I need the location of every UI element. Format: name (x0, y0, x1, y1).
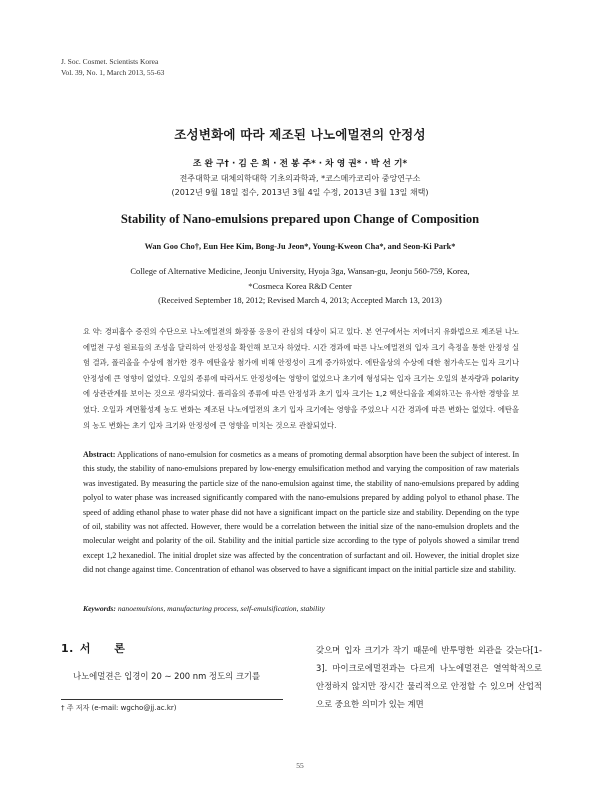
authors-english: Wan Goo Cho†, Eun Hee Kim, Bong-Ju Jeon*, Young-Kweon Cha*, and Seon-Ki Park* (144, 242, 456, 251)
footnote-divider (61, 699, 283, 700)
page-number: 55 (296, 761, 304, 770)
abstract-english-label: Abstract: (83, 450, 116, 459)
title-korean: 조성변화에 따라 제조된 나노에멀젼의 안정성 (174, 127, 426, 142)
keywords (83, 604, 519, 613)
title-english: Stability of Nano-emulsions prepared upon Change of Composition (120, 212, 480, 226)
affiliation-korean-line: 전주대학교 대체의학대학 기초의과학과, *코스메카코리아 중앙연구소 (179, 174, 421, 183)
abstract-korean (83, 324, 519, 433)
affiliation-english-line: College of Alternative Medicine, Jeonju University, Hyoja 3ga, Wansan-gu, Jeonju 560-759, Korea, (130, 266, 470, 276)
keywords-text: nanoemulsions, manufacturing process, self-emulsification, stability (117, 604, 325, 613)
journal-issue: Vol. 39, No. 1, March 2013, 55-63 (61, 68, 165, 77)
journal-header (61, 56, 164, 78)
journal-name: J. Soc. Cosmet. Scientists Korea (61, 57, 159, 66)
abstract-korean-text: 경피흡수 증진의 수단으로 나노에멀젼의 화장품 응용이 관심의 대상이 되고 있다. 본 연구에서는 저에너지 유화법으로 제조된 나노에멀젼 구성 원료들의 조성을 달리하여 안정성을 확인해 보고자 하였다. 시간 경과에 따른 나노에멀젼의 입자 크기 측정을 통한 안정성 실험 결과, 폴리올을 수상에 첨가한 경우 에탄올상 첨가에 비해 안정성이 크게 증가하였다. 에탄올상의 수상에 대한 첨가속도는 입자 크기나 안정성에 큰 영향이 없었다. 오일의 종류에 따라서도 안정성에는 영향이 없었으나 초기에 형성되는 입자 크기는 오일의 분자량과 polarity에 상관관계를 보이는 것으로 생각되었다. 폴리올의 종류에 따른 안정성과 초기 입자 크기는 1,2 헥산디올을 제외하고는 유사한 경향을 보였다. 오일과 계면활성제 농도 변화는 제조된 나노에멀젼의 초기 입자 크기에는 영향을 주었으나 시간 경과에 따른 변화는 없었다. 에탄올의 농도 변화는 초기 입자 크기와 안정성에 큰 영향을 미치는 것으로 관찰되었다. (83, 327, 519, 430)
dates-english: (Received September 18, 2012; Revised March 4, 2013; Accepted March 13, 2013) (158, 295, 442, 305)
abstract-english-text: Applications of nano-emulsion for cosmetics as a means of promoting dermal absorption have been the subject of interest. In this study, the stability of nano-emulsions prepared by low-energy emulsification method and varying the composition of raw materials was investigated. By measuring the particle size of the nano-emulsion against time, the stability of nano-emulsions prepared by adding polyol to water phase was increased significantly compared with the nano-emulsions prepared by adding polyol to ethanol phase. The speed of adding ethanol phase to water phase did not have a significant impact on the particle size and stability. Depending on the type of oil, stability was not affected. However, there would be a correlation between the initial size of the nano-emulsion droplets and the molecular weight and polarity of the oil. Stability and the initial particle size according to the type of polyols showed a similar trend except 1,2 hexanediol. The initial droplet size was affected by the concentration of surfactant and oil. However, the initial droplet size did not change against time. Concentration of ethanol was observed to have a significant impact on the initial particle size and stability. (83, 450, 519, 575)
body-text-left: 나노에멀젼은 입경이 20 ∼ 200 nm 정도의 크기를 (73, 671, 261, 681)
affiliation-english (0, 264, 600, 308)
abstract-korean-label: 요 약: (83, 327, 103, 336)
affiliation-korean (0, 172, 600, 200)
abstract-english (83, 448, 519, 578)
keywords-label: Keywords: (83, 604, 116, 613)
affiliation-english-company: *Cosmeca Korea R&D Center (248, 280, 352, 291)
section-number: 1. (61, 642, 74, 655)
footnote: † 주 저자 (e-mail: wgcho@jj.ac.kr) (61, 704, 177, 712)
body-text-right: 갖으며 입자 크기가 작기 때문에 반투명한 외관을 갖는다[1-3]. 마이크로에멀젼과는 다르게 나노에멀젼은 열역학적으로 안정하지 않지만 장시간 물리적으로 안정할 수 있으며 산업적으로 중요한 의미가 있는 계면 (316, 645, 542, 709)
dates-korean: (2012년 9월 18일 접수, 2013년 3월 4일 수정, 2013년 3월 13일 채택) (171, 188, 429, 197)
section-title: 서 론 (79, 642, 135, 655)
column-left (61, 640, 286, 685)
authors-korean: 조 완 구† · 김 은 희 · 전 봉 주* · 차 영 권* · 박 선 기* (192, 159, 408, 169)
section-heading (61, 640, 286, 656)
